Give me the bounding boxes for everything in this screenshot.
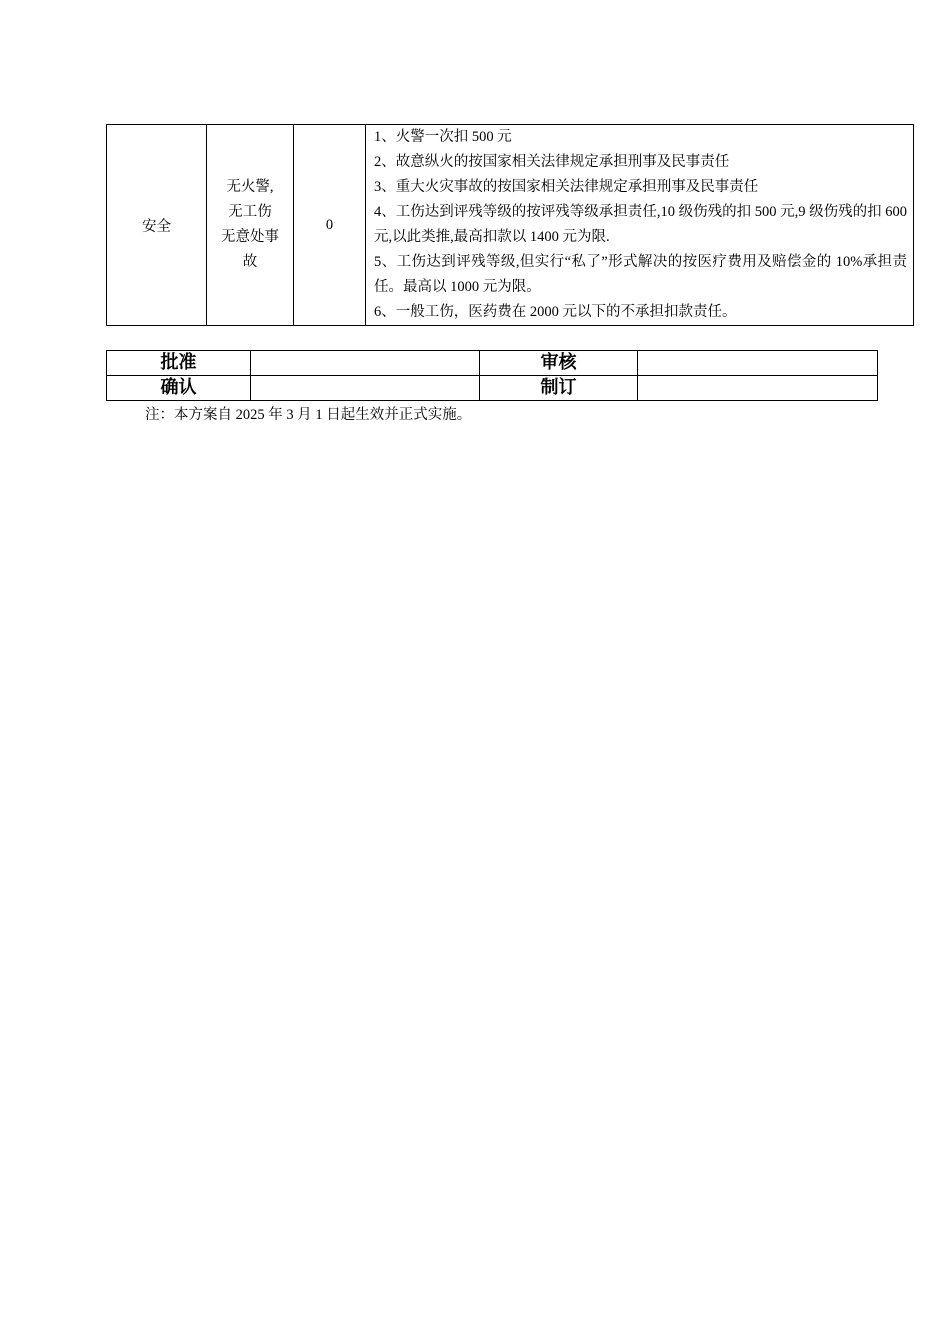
review-label: 审核 [480, 351, 638, 376]
standard-line: 无意处事 [221, 229, 279, 245]
confirm-value [251, 376, 480, 401]
table-row [107, 125, 914, 326]
signature-table [106, 350, 878, 401]
standard-line: 无火警, [226, 179, 274, 195]
rule-item: 3、重大火灾事故的按国家相关法律规定承担刑事及民事责任 [374, 179, 759, 195]
rule-item: 4、工伤达到评残等级的按评残等级承担责任,10 级伤残的扣 500 元,9 级伤残的扣 600 元,以此类推,最高扣款以 1400 元为限. [374, 204, 907, 245]
standard-line: 无工伤 [228, 204, 272, 220]
rule-item: 2、故意纵火的按国家相关法律规定承担刑事及民事责任 [374, 154, 730, 170]
draft-value [638, 376, 878, 401]
review-value [638, 351, 878, 376]
standard-cell [207, 125, 294, 326]
score-cell: 0 [294, 125, 366, 326]
rules-cell [366, 125, 914, 326]
rule-item: 5、工伤达到评残等级,但实行“私了”形式解决的按医疗费用及赔偿金的 10%承担责任。最高以 1000 元为限。 [374, 254, 907, 295]
table-row [107, 376, 878, 401]
category-cell: 安全 [107, 125, 207, 326]
approve-value [251, 351, 480, 376]
table-row [107, 351, 878, 376]
effective-date-note: 注：本方案自 2025 年 3 月 1 日起生效并正式实施。 [145, 407, 472, 423]
rule-item: 1、火警一次扣 500 元 [374, 129, 512, 145]
safety-rules-table [106, 124, 914, 326]
draft-label: 制订 [480, 376, 638, 401]
confirm-label: 确认 [107, 376, 251, 401]
approve-label: 批准 [107, 351, 251, 376]
standard-line: 故 [242, 254, 258, 270]
rule-item: 6、一般工伤，医药费在 2000 元以下的不承担扣款责任。 [374, 304, 737, 320]
